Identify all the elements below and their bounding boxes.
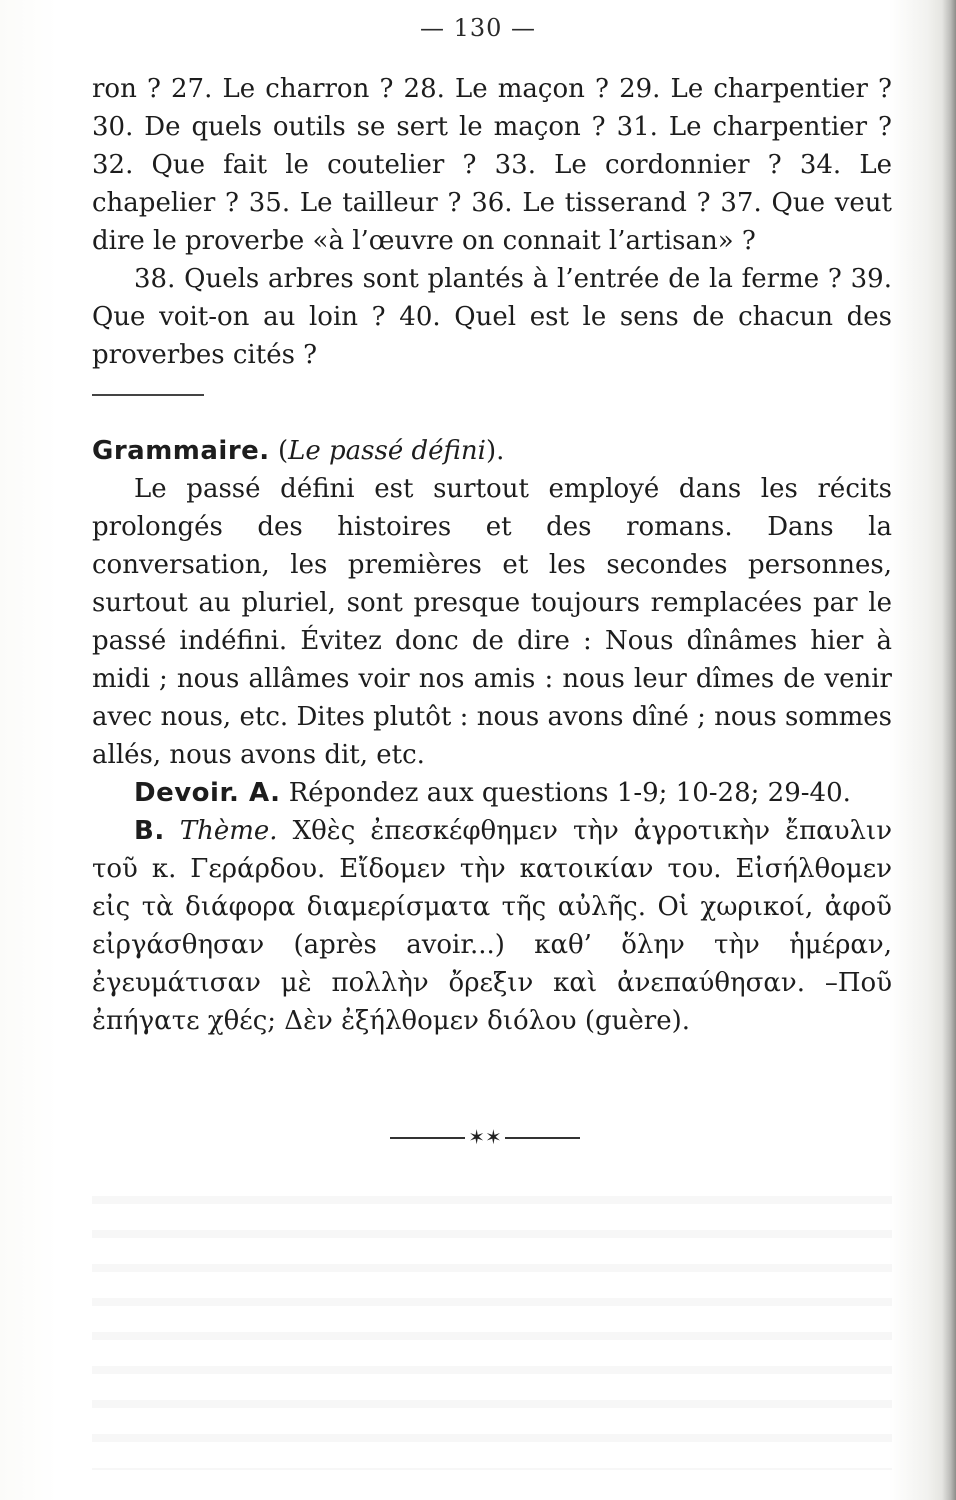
theme-paragraph: [92, 812, 892, 1040]
page-number: — 130 —: [419, 14, 537, 42]
questions-paragraph-2: 38. Quels arbres sont plantés à l’entrée de la ferme ? 39. Que voit-on au loin ? 40. Quel est le sens de chacun des proverbes cités ?: [92, 264, 892, 370]
section-divider-rule: [92, 394, 204, 396]
end-ornament: [390, 1125, 580, 1149]
ornament-line-left: [390, 1137, 465, 1139]
grammar-heading-label: Grammaire.: [92, 436, 270, 466]
questions-paragraph-1: ron ? 27. Le charron ? 28. Le maçon ? 29. Le charpentier ? 30. De quels outils se sert le maçon ? 31. Le charpentier ? 32. Que fait le coutelier ? 33. Le cordonnier ? 34. Le chapelier ? 35. Le tailleur ? 36. Le tisserand ? 37. Que veut dire le proverbe «à l’œuvre on connait l’artisan» ?: [92, 74, 892, 256]
theme-french-1: (après avoir...): [293, 930, 505, 960]
binding-shadow: [942, 0, 956, 1500]
grammar-body: Le passé défini est surtout employé dans les récits prolongés des histoires et des romans. Dans la conversation, les premières et les secondes personnes, surtout au pluriel, sont presque toujours remplacées par le passé indéfini. Évitez donc de dire : Nous dînâmes hier à midi ; nous allâmes voir nos amis : nous leur dîmes de venir avec nous, etc. Dites plutôt : nous avons dîné ; nous sommes allés, nous avons dit, etc.: [92, 474, 892, 770]
theme-french-2: (guère).: [584, 1006, 691, 1036]
grammar-section: [92, 432, 892, 1040]
grammar-heading: [92, 432, 892, 470]
theme-greek-1: Χθὲς ἐπεσκέφθημεν τὴν ἀγροτικὴν ἔπαυλιν τοῦ κ. Γεράρδου. Εἴδομεν τὴν κατοικίαν του. Εἰσήλθομεν εἰς τὰ διάφορα διαμερίσματα τῆς αὐλῆς. Οἱ χωρικοί, ἀφοῦ εἰργάσθησαν: [92, 816, 892, 960]
grammar-heading-subtitle: Le passé défini: [288, 436, 486, 466]
theme-greek-2: καθ’ ὅλην τὴν ἡμέραν, ἐγευμάτισαν μὲ πολλὴν ὄρεξιν καὶ ἀνεπαύθησαν. –Ποῦ ἐπήγατε χθές; Δὲν ἐξήλθομεν διόλου: [92, 930, 892, 1036]
ornament-line-right: [505, 1137, 580, 1139]
devoir-line: [92, 774, 892, 812]
bleed-through-texture: [92, 1170, 892, 1470]
grammar-heading-paren-open: (: [269, 436, 289, 466]
ornament-glyph: ✶✶: [468, 1125, 502, 1149]
grammar-heading-paren-close: ).: [485, 436, 505, 466]
devoir-label: Devoir. A.: [134, 778, 281, 808]
questions-section: [92, 70, 892, 374]
theme-label: B.: [134, 816, 165, 846]
devoir-text: Répondez aux questions 1-9; 10-28; 29-40.: [280, 778, 851, 808]
theme-title: Thème.: [179, 816, 278, 846]
